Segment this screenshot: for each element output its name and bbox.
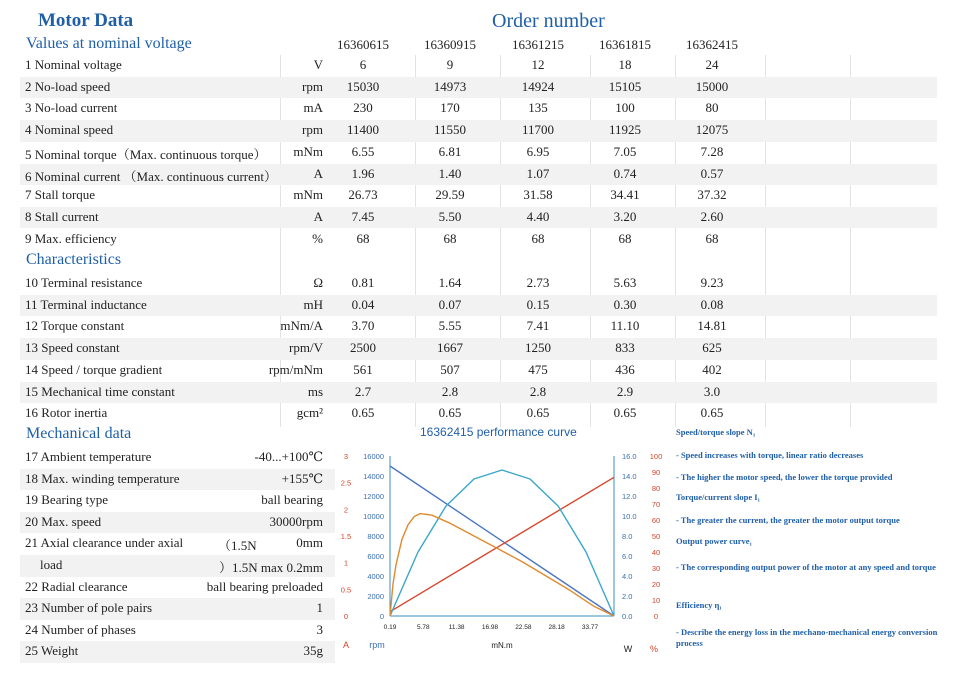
pct-axis-tick: 10: [651, 596, 661, 605]
pct-axis-tick: 50: [651, 532, 661, 541]
chart-title-label: 16362415 performance curve: [420, 425, 577, 439]
rpm-axis-tick: 6000: [367, 552, 384, 561]
note-efficiency-title: Efficiency η₁: [676, 600, 722, 610]
order-number-header: 16361815: [599, 37, 651, 52]
value-cell: 68: [531, 230, 545, 246]
row-label: 15 Mechanical time constant: [25, 383, 175, 399]
value-cell: 0.04: [351, 296, 375, 312]
x-axis-tick: 22.58: [515, 624, 532, 631]
row-unit: rpm: [302, 78, 323, 94]
mechanical-row: [20, 469, 335, 491]
value-cell: 0.65: [526, 405, 550, 421]
table-row: [20, 142, 937, 164]
value-cell: 625: [702, 340, 722, 356]
value-cell: 135: [528, 100, 548, 116]
note-output-power-title: Output power curve₁: [676, 536, 753, 546]
table-row: [20, 295, 937, 317]
x-axis-tick: 0.19: [383, 624, 397, 631]
value-cell: 68: [705, 230, 719, 246]
value-cell: 11.10: [610, 318, 640, 334]
row-unit: mNm: [293, 187, 323, 203]
table-row: [20, 273, 937, 295]
pct-axis-tick: 0: [653, 612, 659, 621]
row-value: ball bearing: [261, 492, 323, 508]
mechanical-row: [20, 555, 335, 577]
row-label: 5 Nominal torque（Max. continuous torque）: [25, 146, 267, 162]
note-torque-current-text: - The greater the current, the greater the motor output torque: [676, 515, 900, 525]
note-speed-torque-title: Speed/torque slope N₁: [676, 427, 756, 437]
value-cell: 2.73: [526, 275, 550, 290]
note-speed-torque-text: - Speed increases with torque, linear ratio decreases: [676, 450, 864, 460]
mechanical-row: [20, 512, 335, 534]
value-cell: 14924: [521, 78, 555, 94]
value-cell: 0.30: [613, 296, 637, 312]
row-label: load: [40, 557, 63, 572]
row-unit: V: [313, 57, 323, 72]
table-row: [20, 164, 937, 186]
order-number-header: 16360915: [424, 37, 476, 52]
w-axis-label: W: [623, 644, 633, 654]
value-cell: 14973: [433, 78, 467, 94]
value-cell: 68: [443, 230, 457, 246]
row-value: 3: [316, 621, 323, 637]
row-value: 35g: [303, 643, 323, 659]
value-cell: 15030: [346, 78, 380, 94]
rpm-axis-tick: 16000: [363, 452, 384, 461]
page-title: Motor Data: [38, 10, 134, 31]
row-label: 10 Terminal resistance: [25, 275, 143, 290]
value-cell: 0.65: [351, 405, 375, 421]
rpm-axis-tick: 14000: [363, 472, 384, 481]
row-label: 18 Max. winding temperature: [25, 470, 180, 486]
pct-axis-tick: 20: [651, 580, 661, 589]
a-axis-tick: 2.5: [340, 478, 352, 488]
row-label: 24 Number of phases: [25, 621, 136, 637]
row-unit: mNm/A: [280, 318, 323, 334]
value-cell: 37.32: [697, 187, 727, 203]
x-axis-tick: 11.38: [448, 624, 465, 631]
row-value: ）1.5N max 0.2mm: [219, 560, 323, 575]
value-cell: 0.81: [351, 275, 375, 290]
table-row: [20, 120, 937, 142]
value-cell: 34.41: [610, 187, 640, 203]
row-value: 0mm: [296, 535, 323, 551]
value-cell: 12: [531, 57, 545, 72]
pct-axis-tick: 80: [651, 484, 661, 493]
w-axis-tick: 14.0: [622, 472, 637, 481]
table-row: [20, 360, 937, 382]
row-label: 7 Stall torque: [25, 187, 96, 203]
x-axis-tick: 5.78: [417, 624, 430, 631]
mechanical-row: [20, 620, 335, 642]
value-cell: 26.73: [348, 187, 378, 203]
value-cell: 1.07: [526, 165, 550, 181]
value-cell: 1667: [437, 340, 463, 356]
value-cell: 4.40: [526, 208, 550, 224]
series-line-pct: [390, 514, 614, 616]
w-axis-tick: 12.0: [622, 492, 637, 501]
value-cell: 6.55: [351, 143, 375, 159]
table-row: [20, 98, 937, 120]
row-label: 23 Number of pole pairs: [25, 600, 153, 616]
order-number-header: 16361215: [512, 37, 564, 52]
section-nominal: Values at nominal voltage: [26, 35, 192, 52]
rpm-axis-tick: 0: [379, 612, 384, 621]
value-cell: 561: [353, 361, 373, 377]
table-row: [20, 229, 937, 251]
row-label: 11 Terminal inductance: [25, 296, 147, 312]
table-row: [20, 382, 937, 404]
w-axis-tick: 0.0: [622, 612, 633, 621]
value-cell: 0.07: [438, 296, 462, 312]
mechanical-row: [20, 577, 335, 599]
x-axis-label: mN.m: [491, 641, 513, 650]
row-unit: %: [312, 230, 323, 246]
value-cell: 507: [440, 361, 460, 377]
pct-axis-tick: 90: [651, 468, 661, 477]
row-label: 2 No-load speed: [25, 78, 111, 94]
value-cell: 2500: [350, 340, 376, 356]
w-axis-tick: 4.0: [622, 572, 633, 581]
value-cell: 11700: [521, 122, 555, 138]
value-cell: 5.50: [438, 208, 462, 224]
value-cell: 11550: [433, 122, 467, 138]
row-label: 12 Torque constant: [25, 318, 125, 334]
mechanical-row: [20, 490, 335, 512]
value-cell: 833: [615, 340, 635, 356]
value-cell: 0.57: [700, 165, 724, 181]
series-line-rpm: [390, 466, 614, 616]
row-label: 3 No-load current: [25, 100, 118, 116]
value-cell: 3.20: [613, 208, 637, 224]
pct-axis-tick: 100: [649, 452, 663, 461]
value-cell: 5.63: [613, 275, 637, 290]
note-output-power-text: - The corresponding output power of the motor at any speed and torque: [676, 562, 936, 572]
row-unit: A: [313, 165, 323, 181]
a-axis-tick: 3: [343, 452, 349, 461]
mechanical-row: [20, 447, 335, 469]
value-cell: 3.70: [351, 318, 375, 334]
value-cell: 14.81: [697, 318, 727, 334]
value-cell: 2.8: [529, 383, 547, 399]
mechanical-row: [20, 533, 335, 555]
row-value: +155℃: [281, 470, 323, 486]
table-row: [20, 316, 937, 338]
value-cell: 2.9: [616, 383, 634, 399]
pct-axis-tick: 40: [651, 548, 661, 557]
row-value: 30000rpm: [269, 513, 323, 529]
value-cell: 12075: [695, 122, 729, 138]
rpm-axis-tick: 10000: [363, 512, 384, 521]
order-number-header: 16362415: [686, 37, 738, 52]
series-line-A: [390, 477, 614, 611]
row-value: （1.5N: [218, 538, 257, 554]
value-cell: 402: [702, 361, 722, 377]
value-cell: 6.95: [526, 143, 550, 159]
row-unit: rpm: [302, 122, 323, 138]
row-label: 21 Axial clearance under axial: [25, 535, 184, 551]
value-cell: 18: [618, 57, 632, 72]
value-cell: 230: [353, 100, 373, 116]
note-torque-current-title: Torque/current slope I₁: [676, 492, 761, 502]
value-cell: 1.96: [351, 165, 375, 181]
row-unit: gcm²: [296, 405, 323, 421]
a-axis-tick: 2: [343, 505, 349, 515]
a-axis-tick: 1.5: [340, 532, 352, 541]
note-efficiency-text: - Describe the energy loss in the mechano-mechanical energy conversion process: [676, 627, 938, 648]
value-cell: 170: [440, 100, 460, 116]
a-axis-tick: 1: [343, 558, 349, 568]
row-label: 6 Nominal current （Max. continuous current）: [25, 168, 277, 184]
value-cell: 6.81: [438, 143, 462, 159]
value-cell: 0.65: [613, 405, 637, 421]
value-cell: 68: [618, 230, 632, 246]
pct-axis-tick: 30: [651, 564, 661, 573]
value-cell: 1.64: [438, 275, 462, 290]
value-cell: 7.41: [526, 318, 550, 334]
table-row: [20, 403, 937, 425]
w-axis-tick: 10.0: [622, 512, 637, 521]
value-cell: 80: [705, 100, 719, 116]
row-value: ball bearing preloaded: [206, 578, 323, 594]
w-axis-tick: 2.0: [622, 592, 633, 601]
row-label: 25 Weight: [25, 643, 79, 659]
value-cell: 475: [528, 361, 548, 377]
value-cell: 24: [705, 57, 719, 72]
pct-axis-label: %: [649, 644, 659, 654]
rpm-axis-tick: 4000: [367, 572, 384, 581]
value-cell: 7.45: [351, 208, 375, 224]
a-axis-tick: 0.5: [340, 585, 352, 595]
value-cell: 1250: [525, 340, 551, 356]
x-axis-tick: 28.18: [548, 624, 565, 631]
row-label: 14 Speed / torque gradient: [25, 361, 163, 377]
value-cell: 9: [446, 57, 454, 72]
value-cell: 11925: [608, 122, 642, 138]
value-cell: 5.55: [438, 318, 462, 334]
x-axis-tick: 16.98: [481, 624, 499, 631]
table-row: [20, 338, 937, 360]
value-cell: 7.28: [700, 143, 724, 159]
rpm-axis-tick: 2000: [367, 592, 384, 601]
section-characteristics: Characteristics: [26, 251, 122, 268]
row-label: 4 Nominal speed: [25, 122, 114, 138]
table-row: [20, 207, 937, 229]
value-cell: 6: [359, 57, 367, 72]
table-row: [20, 185, 937, 207]
row-label: 17 Ambient temperature: [25, 449, 152, 464]
a-axis-label: A: [342, 640, 350, 650]
row-unit: mA: [303, 100, 323, 116]
row-unit: A: [313, 208, 323, 224]
row-unit: Ω: [313, 275, 323, 290]
row-label: 20 Max. speed: [25, 513, 102, 529]
row-unit: ms: [307, 383, 323, 399]
section-mechanical: Mechanical data: [26, 425, 132, 442]
value-cell: 3.0: [703, 383, 721, 399]
row-value: -40...+100℃: [254, 449, 323, 464]
value-cell: 0.65: [700, 405, 724, 421]
rpm-axis-tick: 12000: [363, 492, 384, 501]
value-cell: 68: [356, 230, 370, 246]
rpm-axis-label: rpm: [369, 640, 385, 650]
value-cell: 2.60: [700, 208, 724, 224]
value-cell: 0.15: [526, 296, 550, 312]
row-label: 1 Nominal voltage: [25, 57, 122, 72]
value-cell: 9.23: [700, 275, 724, 290]
row-unit: mNm: [293, 143, 323, 159]
value-cell: 0.65: [438, 405, 462, 421]
table-row: [20, 77, 937, 99]
value-cell: 0.74: [613, 165, 637, 181]
value-cell: 436: [615, 361, 635, 377]
value-cell: 1.40: [438, 165, 462, 181]
row-unit: rpm/V: [289, 340, 323, 356]
performance-chart: [332, 440, 672, 660]
pct-axis-tick: 60: [651, 516, 661, 525]
value-cell: 2.8: [441, 383, 459, 399]
w-axis-tick: 8.0: [622, 532, 633, 541]
row-label: 9 Max. efficiency: [25, 230, 117, 246]
a-axis-tick: 0: [343, 612, 349, 621]
value-cell: 15000: [695, 78, 729, 94]
row-label: 19 Bearing type: [25, 492, 109, 508]
row-label: 8 Stall current: [25, 208, 99, 224]
note-speed-torque-text2: - The higher the motor speed, the lower the torque provided: [676, 472, 893, 482]
value-cell: 11400: [346, 122, 380, 138]
mechanical-row: [20, 598, 335, 620]
row-label: 22 Radial clearance: [25, 578, 128, 594]
value-cell: 29.59: [435, 187, 465, 203]
order-number-title: Order number: [492, 10, 605, 32]
value-cell: 100: [615, 100, 635, 116]
value-cell: 0.08: [700, 296, 724, 312]
row-unit: rpm/mNm: [268, 361, 323, 377]
w-axis-tick: 16.0: [622, 452, 637, 461]
w-axis-tick: 6.0: [622, 552, 633, 561]
pct-axis-tick: 70: [651, 500, 661, 509]
value-cell: 31.58: [523, 187, 553, 203]
row-unit: mH: [303, 296, 323, 312]
value-cell: 7.05: [613, 143, 637, 159]
value-cell: 2.7: [354, 383, 372, 399]
rpm-axis-tick: 8000: [367, 532, 384, 541]
row-value: 1: [316, 600, 323, 616]
order-number-header: 16360615: [337, 37, 389, 52]
table-row: [20, 55, 937, 77]
x-axis-tick: 33.77: [581, 624, 599, 631]
row-label: 13 Speed constant: [25, 340, 120, 356]
mechanical-row: [20, 641, 335, 663]
value-cell: 15105: [608, 78, 642, 94]
row-label: 16 Rotor inertia: [25, 405, 108, 421]
